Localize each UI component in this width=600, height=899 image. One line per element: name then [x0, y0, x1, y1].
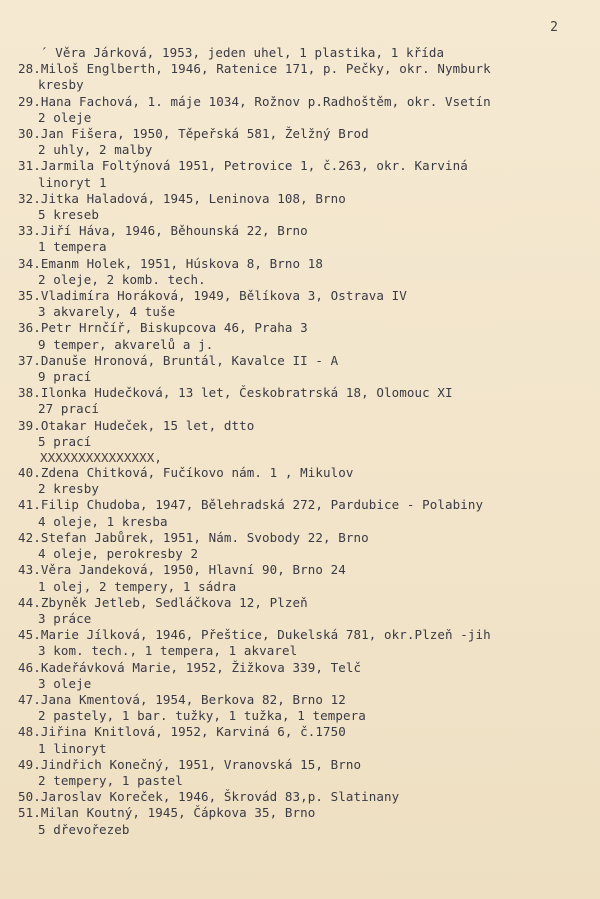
entry-line2: 9 prací	[38, 369, 92, 385]
list-item	[18, 660, 588, 692]
list-item	[18, 385, 588, 417]
list-item	[18, 223, 588, 255]
entry-number: 34.	[18, 255, 41, 271]
entry-line2: 9 temper, akvarelů a j.	[38, 336, 214, 352]
entry-number: 35.	[18, 288, 41, 304]
entry-number: 31.	[18, 158, 41, 174]
list-item	[18, 497, 588, 529]
entry-number: 40.	[18, 465, 41, 481]
entry-number: 28.	[18, 61, 41, 77]
list-item	[18, 191, 588, 223]
entry-number: 30.	[18, 126, 41, 142]
entry-line2: 1 linoryt	[38, 740, 107, 756]
entry-number: 38.	[18, 385, 41, 401]
entry-line2: 2 tempery, 1 pastel	[38, 772, 183, 788]
list-item	[18, 562, 588, 594]
entry-line2: 3 akvarely, 4 tuše	[38, 304, 176, 320]
entry-line2: 2 oleje	[38, 109, 92, 125]
entry-line1: Filip Chudoba, 1947, Bělehradská 272, Pardubice - Polabiny	[40, 497, 484, 513]
list-item	[18, 61, 588, 93]
entry-number: 32.	[18, 190, 41, 206]
list-item	[18, 256, 588, 288]
entry-number: 36.	[18, 320, 41, 336]
list-item	[18, 789, 588, 805]
list-item	[18, 45, 588, 61]
entry-number: 41.	[18, 497, 41, 513]
list-item	[18, 805, 588, 837]
entry-line1: Jiřina Knitlová, 1952, Karviná 6, č.1750	[40, 724, 346, 740]
entry-line1: Milan Koutný, 1945, Čápkova 35, Brno	[40, 805, 316, 821]
entry-line2: 5 prací	[38, 433, 92, 449]
entry-line2: 2 oleje, 2 komb. tech.	[38, 271, 206, 287]
list-item	[18, 158, 588, 190]
list-item	[18, 320, 588, 352]
entry-number: 47.	[18, 691, 41, 707]
entry-line1: Zbyněk Jetleb, Sedláčkova 12, Plzeň	[40, 594, 308, 610]
list-item	[18, 627, 588, 659]
entry-line1: Jindřich Konečný, 1951, Vranovská 15, Brno	[40, 756, 362, 772]
list-item	[18, 757, 588, 789]
entry-line2: 4 oleje, perokresby 2	[38, 546, 199, 562]
entry-line1: Jaroslav Koreček, 1946, Škrovád 83,p. Slatinany	[40, 789, 400, 805]
entry-line1: Stefan Jabůrek, 1951, Nám. Svobody 22, Brno	[40, 529, 369, 545]
entry-line2: 4 oleje, 1 kresba	[38, 513, 168, 529]
struck-out-text: XXXXXXXXXXXXXXX,	[40, 450, 163, 466]
entry-line1: Marie Jílková, 1946, Přeštice, Dukelská 781, okr.Plzeň -jih	[40, 627, 491, 643]
entry-line1: Jitka Haladová, 1945, Leninova 108, Brno	[40, 190, 346, 206]
entry-line1: Danuše Hronová, Bruntál, Kavalce II - A	[40, 352, 339, 368]
entry-line2: 5 dřevořezeb	[38, 821, 130, 837]
list-item	[18, 288, 588, 320]
entry-number: 44.	[18, 594, 41, 610]
list-item	[18, 692, 588, 724]
entry-number: 46.	[18, 659, 41, 675]
entry-line1: Hana Fachová, 1. máje 1034, Rožnov p.Radhoštěm, okr. Vsetín	[40, 93, 491, 109]
entry-number: 29.	[18, 93, 41, 109]
entry-line1: Emanm Holek, 1951, Húskova 8, Brno 18	[40, 255, 324, 271]
entry-line1: Kadeřávková Marie, 1952, Žižkova 339, Telč	[40, 659, 362, 675]
entry-line2: 2 kresby	[38, 481, 100, 497]
entry-line1: Ilonka Hudečková, 13 let, Českobratrská 18, Olomouc XI	[40, 385, 453, 401]
entry-line2: 3 práce	[38, 610, 92, 626]
entry-number: 48.	[18, 724, 41, 740]
entry-line1: Zdena Chitková, Fučíkovo nám. 1 , Mikulov	[40, 465, 354, 481]
entry-line1: Otakar Hudeček, 15 let, dtto	[40, 417, 255, 433]
entry-line2: 3 kom. tech., 1 tempera, 1 akvarel	[38, 643, 298, 659]
entry-line1: Věra Jandeková, 1950, Hlavní 90, Brno 24	[40, 562, 346, 578]
entry-line2: 3 oleje	[38, 675, 92, 691]
entry-line1: Petr Hrnčíř, Biskupcova 46, Praha 3	[40, 320, 308, 336]
list-item	[18, 126, 588, 158]
list-item	[18, 450, 588, 465]
entry-number: 39.	[18, 417, 41, 433]
entry-line1: ´ Věra Járková, 1953, jeden uhel, 1 plastika, 1 křída	[40, 45, 445, 60]
entry-line1: Jan Fišera, 1950, Těpeřská 581, Želžný Brod	[40, 126, 369, 142]
list-item	[18, 465, 588, 497]
entry-line2: kresby	[38, 77, 84, 93]
entry-line2: 27 prací	[38, 401, 100, 417]
list-item	[18, 94, 588, 126]
entry-number: 49.	[18, 756, 41, 772]
entry-line2: 5 kreseb	[38, 207, 100, 223]
entry-number: 43.	[18, 562, 41, 578]
entry-line2: 2 uhly, 2 malby	[38, 142, 153, 158]
entry-line2: linoryt 1	[38, 174, 107, 190]
entry-line2: 1 olej, 2 tempery, 1 sádra	[38, 578, 237, 594]
entry-number: 33.	[18, 223, 41, 239]
entry-number: 42.	[18, 529, 41, 545]
list-item	[18, 353, 588, 385]
entry-line1: Vladimíra Horáková, 1949, Bělíkova 3, Ostrava IV	[40, 288, 407, 304]
list-item	[18, 595, 588, 627]
entry-line1: Miloš Englberth, 1946, Ratenice 171, p. Pečky, okr. Nymburk	[40, 61, 491, 77]
entry-line1: Jana Kmentová, 1954, Berkova 82, Brno 12	[40, 691, 346, 707]
entry-number: 51.	[18, 805, 41, 821]
entry-number: 45.	[18, 627, 41, 643]
entry-line2: 2 pastely, 1 bar. tužky, 1 tužka, 1 tempera	[38, 708, 366, 724]
entry-line1: Jiří Háva, 1946, Běhounská 22, Brno	[40, 223, 308, 239]
list-item	[18, 724, 588, 756]
entry-line1: Jarmila Foltýnová 1951, Petrovice 1, č.263, okr. Karviná	[40, 158, 468, 174]
entry-number: 37.	[18, 352, 41, 368]
list-item	[18, 530, 588, 562]
entry-number: 50.	[18, 789, 41, 805]
list-item	[18, 418, 588, 450]
entry-list	[18, 45, 588, 838]
entry-line2: 1 tempera	[38, 239, 107, 255]
page-number: 2	[550, 20, 558, 35]
